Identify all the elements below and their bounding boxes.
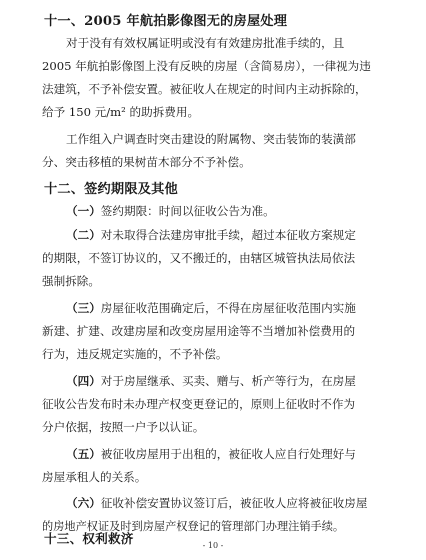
section-11-heading: 十一、2005 年航拍影像图无的房屋处理 <box>44 14 288 29</box>
section-11-para1-line4: 给予 150 元/m² 的助拆费用。 <box>42 105 200 119</box>
item-2-line2: 的期限，不签订协议的，又不搬迁的，由辖区城管执法局依法 <box>42 251 356 265</box>
item-number: （五） <box>66 447 101 461</box>
item-text: 对于房屋继承、买卖、赠与、析产等行为，在房屋 <box>100 374 356 388</box>
item-6-line2: 的房地产权证及时到房屋产权登记的管理部门办理注销手续。 <box>42 520 345 533</box>
item-5-line2: 房屋承租人的关系。 <box>42 470 147 484</box>
section-11-para1-line1: 对于没有有效权属证明或没有有效建房批准手续的，且 <box>66 36 345 50</box>
section-11-para1-line2: 2005 年航拍影像图上没有反映的房屋（含简易房），一律视为违 <box>42 59 371 73</box>
item-number: （三） <box>66 301 101 315</box>
item-number: （二） <box>66 228 101 242</box>
item-text: 签约期限：时间以征收公告为准。 <box>100 204 275 218</box>
item-2-line3: 强制拆除。 <box>42 274 100 288</box>
item-5-line1 <box>66 446 356 462</box>
item-1-line1 <box>66 203 275 219</box>
section-13-heading: 十三、权利救济 <box>44 531 134 546</box>
item-3-line2: 新建、扩建、改建房屋和改变房屋用途等不当增加补偿费用的 <box>42 324 356 338</box>
section-12-heading: 十二、签约期限及其他 <box>44 182 178 197</box>
item-text: 房屋征收范围确定后，不得在房屋征收范围内实施 <box>100 301 356 315</box>
item-number: （六） <box>66 496 101 510</box>
section-11-para2-line1: 工作组入户调查时突击建设的附属物、突击装饰的装潢部 <box>66 132 356 146</box>
item-6-line1 <box>66 495 367 511</box>
page-number: - 10 - <box>202 541 224 550</box>
item-3-line1 <box>66 300 356 316</box>
item-text: 征收补偿安置协议签订后，被征收人应将被征收房屋 <box>100 496 368 510</box>
item-3-line3: 行为，违反规定实施的，不予补偿。 <box>42 347 228 361</box>
section-11-para1-line3: 法建筑，不予补偿安置。被征收人在规定的时间内主动拆除的， <box>42 82 367 96</box>
item-4-line1 <box>66 373 356 389</box>
item-2-line1 <box>66 227 356 243</box>
section-11-para2-line2: 分、突击移植的果树苗木部分不予补偿。 <box>42 155 251 169</box>
item-number: （四） <box>66 374 101 388</box>
item-4-line3: 分户依据，按照一户予以认证。 <box>42 420 205 434</box>
item-4-line2: 征收公告发布时未办理产权变更登记的，原则上征收时不作为 <box>42 397 356 411</box>
item-number: （一） <box>66 204 101 218</box>
item-text: 被征收房屋用于出租的，被征收人应自行处理好与 <box>100 447 356 461</box>
item-text: 对未取得合法建房审批手续，超过本征收方案规定 <box>100 228 356 242</box>
